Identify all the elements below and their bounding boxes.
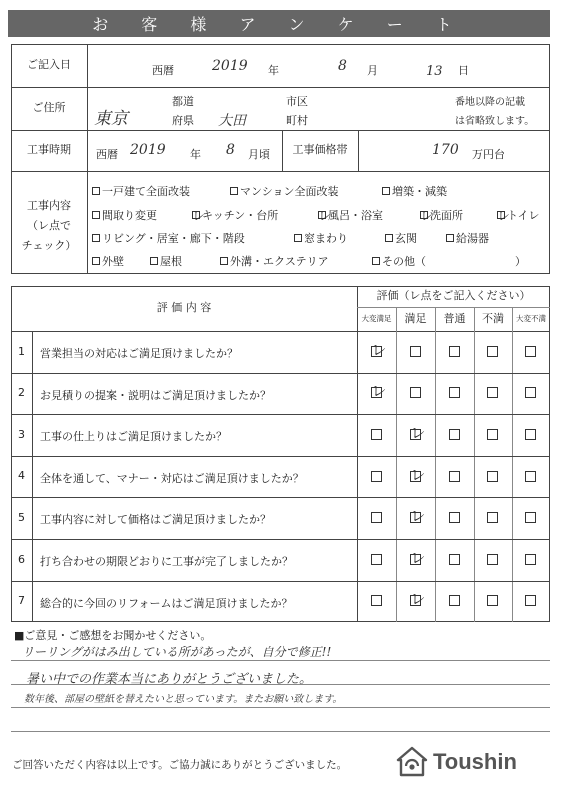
work-option-8[interactable]: [497, 207, 539, 223]
rating-level-1: 大変満足: [361, 314, 392, 324]
work-option-14[interactable]: [150, 253, 182, 269]
rating-checkbox[interactable]: [487, 429, 498, 440]
work-option-3[interactable]: [382, 183, 447, 199]
question-row-divider: [11, 456, 550, 457]
entry-day-unit: 日: [458, 64, 469, 77]
rating-checkbox[interactable]: [525, 387, 536, 398]
work-option-label: 給湯器: [456, 232, 489, 245]
period-era: 西暦: [96, 148, 118, 161]
address-note-2: は省略致します。: [455, 116, 535, 127]
comment-line-3: 数年後、部屋の壁紙を替えたいと思っています。またお願い致します。: [24, 694, 343, 705]
rating-checkbox[interactable]: [487, 554, 498, 565]
rating-checkbox[interactable]: [410, 507, 426, 526]
work-option-4[interactable]: [92, 207, 157, 223]
checkbox[interactable]: [92, 187, 100, 195]
rating-checkbox[interactable]: [371, 382, 387, 401]
price-unit: 万円台: [472, 148, 505, 161]
rating-checkbox[interactable]: [487, 512, 498, 523]
work-option-label: 一戸建て全面改装: [102, 185, 190, 198]
checkbox[interactable]: [230, 187, 238, 195]
work-option-15[interactable]: [220, 253, 329, 269]
rating-checkbox[interactable]: [525, 471, 536, 482]
checkbox[interactable]: [420, 209, 434, 224]
rating-column-divider: [435, 307, 436, 622]
work-option-label: 玄関: [395, 232, 417, 245]
question-text: 工事の仕上りはご満足頂けましたか？: [40, 430, 227, 444]
checkbox[interactable]: [92, 257, 100, 265]
address-label: ご住所: [32, 101, 66, 115]
work-option-label: 外溝・エクステリア: [230, 255, 329, 268]
rating-level-2: 満足: [404, 311, 427, 325]
work-option-label: リビング・居室・廊下・階段: [102, 232, 245, 245]
question-row-divider: [11, 414, 550, 415]
work-option-11[interactable]: [385, 230, 417, 246]
address-fu-ken: 府県: [172, 114, 194, 127]
question-number: 7: [18, 594, 25, 608]
rating-checkbox[interactable]: [525, 512, 536, 523]
evaluation-content-header: 評 価 内 容: [156, 301, 212, 315]
question-number: 3: [18, 427, 25, 441]
rating-level-3: 普通: [443, 311, 466, 325]
entry-month: 8: [338, 58, 347, 74]
rating-checkbox[interactable]: [410, 346, 421, 357]
period-month: 8: [226, 142, 235, 158]
rating-checkbox[interactable]: [371, 512, 382, 523]
rating-checkbox[interactable]: [525, 595, 536, 606]
rating-checkbox[interactable]: [371, 595, 382, 606]
work-option-17[interactable]: [515, 253, 526, 269]
period-year-unit: 年: [190, 148, 201, 161]
rating-checkbox[interactable]: [487, 387, 498, 398]
question-text: 工事内容に対して価格はご満足頂けましたか？: [40, 513, 271, 527]
check-mark: レ: [497, 209, 511, 224]
rating-checkbox[interactable]: [487, 346, 498, 357]
entry-year: 2019: [212, 58, 248, 74]
rating-column-divider: [512, 307, 513, 622]
work-option-label: 屋根: [160, 255, 182, 268]
entry-date-label: ご記入日: [27, 58, 71, 72]
work-option-16[interactable]: [372, 253, 426, 269]
check-mark: レ: [410, 507, 426, 526]
question-row-divider: [11, 373, 550, 374]
check-mark: レ: [371, 340, 387, 359]
checkbox[interactable]: [372, 257, 380, 265]
checkbox[interactable]: [92, 211, 100, 219]
rating-checkbox[interactable]: [371, 554, 382, 565]
rating-checkbox[interactable]: [449, 512, 460, 523]
rating-column-divider: [396, 307, 397, 622]
rating-checkbox[interactable]: [449, 554, 460, 565]
period-label: 工事時期: [27, 143, 71, 157]
question-row-divider: [11, 539, 550, 540]
checkbox[interactable]: [192, 209, 206, 224]
brand-name: Toushin: [433, 749, 517, 774]
work-option-label: その他（: [382, 255, 426, 268]
rating-checkbox[interactable]: [410, 424, 426, 442]
work-option-label: 外壁: [102, 255, 124, 268]
rating-checkbox[interactable]: [487, 595, 498, 606]
entry-month-unit: 月: [367, 64, 378, 77]
rating-checkbox[interactable]: [371, 471, 382, 482]
checkbox[interactable]: [382, 187, 390, 195]
rating-checkbox[interactable]: [449, 471, 460, 482]
check-mark: レ: [192, 209, 206, 224]
info-label-divider: [87, 44, 88, 274]
rating-level-5: 大変不満: [516, 314, 546, 324]
rating-checkbox[interactable]: [525, 554, 536, 565]
rating-checkbox[interactable]: [525, 346, 536, 357]
rating-column-divider: [474, 307, 475, 622]
evaluation-rating-header: 評価（レ点をご記入ください）: [376, 289, 531, 303]
address-to-do: 都道: [172, 95, 194, 108]
question-number: 6: [18, 552, 25, 566]
question-row-divider: [11, 581, 550, 582]
price-value: 170: [432, 142, 459, 158]
work-option-5[interactable]: [192, 207, 278, 223]
question-number: 2: [18, 386, 25, 400]
rating-checkbox[interactable]: [449, 387, 460, 398]
period-year: 2019: [130, 142, 166, 158]
checkbox[interactable]: [385, 234, 393, 242]
question-number: 1: [18, 344, 25, 358]
entry-era: 西暦: [152, 64, 174, 77]
work-option-9[interactable]: [92, 230, 245, 246]
brand-logo: [395, 746, 517, 778]
work-option-label: トイレ: [507, 209, 540, 222]
rating-checkbox[interactable]: [410, 387, 421, 398]
comment-line-1: リーリングがはみ出している所があったが、自分で修正!!: [22, 645, 332, 659]
work-option-13[interactable]: [92, 253, 124, 269]
comment-line-2: 暑い中での作業本当にありがとうございました。: [26, 672, 313, 687]
work-option-label: 窓まわり: [304, 232, 348, 245]
work-option-label: マンション全面改装: [240, 185, 339, 198]
rating-checkbox[interactable]: [525, 429, 536, 440]
check-mark: レ: [410, 548, 426, 567]
rating-checkbox[interactable]: [487, 471, 498, 482]
check-mark: レ: [318, 209, 332, 224]
rating-checkbox[interactable]: [371, 429, 382, 440]
price-label: 工事価格帯: [292, 143, 348, 157]
rating-checkbox[interactable]: [410, 465, 426, 484]
house-logo-icon: [395, 746, 429, 778]
address-cho-son: 町村: [286, 114, 308, 127]
work-option-label: 増築・減築: [392, 185, 447, 198]
question-row-divider: [11, 497, 550, 498]
address-city: 大田: [218, 113, 246, 129]
check-mark: レ: [410, 465, 426, 484]
work-option-1[interactable]: [92, 183, 190, 199]
survey-title: お 客 様 ア ン ケ ー ト: [8, 10, 550, 37]
entry-day: 13: [426, 64, 443, 79]
footer-thanks: ご回答いただく内容は以上です。ご協力誠にありがとうございました。: [12, 759, 348, 771]
work-option-6[interactable]: [318, 207, 383, 223]
rating-checkbox[interactable]: [449, 346, 460, 357]
rating-checkbox[interactable]: [410, 548, 426, 567]
question-text: 全体を通して、マナー・対応はご満足頂けましたか？: [40, 471, 304, 485]
check-mark: レ: [420, 209, 434, 224]
checkbox[interactable]: [318, 209, 332, 224]
check-mark: レ: [371, 382, 387, 401]
work-option-label: ）: [515, 255, 526, 268]
checkbox[interactable]: [220, 257, 228, 265]
question-text: 営業担当の対応はご満足頂けましたか？: [40, 347, 238, 360]
check-mark: レ: [410, 424, 426, 442]
rating-checkbox[interactable]: [410, 590, 426, 609]
checkbox[interactable]: [92, 234, 100, 242]
work-option-label: キッチン・台所: [202, 209, 279, 222]
question-text: 打ち合わせの期限どおりに工事が完了しましたか？: [40, 555, 293, 568]
rating-checkbox[interactable]: [449, 595, 460, 606]
address-prefecture: 東京: [94, 109, 128, 129]
work-option-12[interactable]: [446, 230, 489, 246]
entry-year-unit: 年: [268, 64, 279, 77]
address-shi-ku: 市区: [286, 95, 308, 108]
question-number: 4: [18, 469, 25, 483]
question-text: 総合的に今回のリフォームはご満足頂けましたか？: [40, 596, 293, 610]
evaluation-section: [11, 286, 550, 622]
work-option-10[interactable]: [294, 230, 348, 246]
rating-level-4: 不満: [482, 311, 504, 325]
work-option-label: 洗面所: [430, 209, 463, 222]
checkbox[interactable]: [150, 257, 158, 265]
rating-checkbox[interactable]: [449, 429, 460, 440]
rating-checkbox[interactable]: [371, 340, 387, 359]
question-text: お見積りの提案・説明はご満足頂けましたか？: [40, 388, 271, 402]
question-number: 5: [18, 510, 25, 524]
checkbox[interactable]: [446, 234, 454, 242]
comments-header: ■ご意見・ご感想をお聞かせください。: [14, 629, 212, 642]
check-mark: レ: [410, 590, 426, 609]
work-option-2[interactable]: [230, 183, 339, 199]
checkbox[interactable]: [294, 234, 302, 242]
address-note-1: 番地以降の記載: [455, 97, 525, 108]
checkbox[interactable]: [497, 209, 511, 224]
work-option-label: 間取り変更: [102, 209, 157, 222]
work-option-7[interactable]: [420, 207, 463, 223]
content-label: 工事内容 （レ点で チェック）: [21, 199, 77, 252]
work-option-label: 風呂・浴室: [328, 209, 383, 222]
period-month-unit: 月頃: [248, 148, 270, 161]
